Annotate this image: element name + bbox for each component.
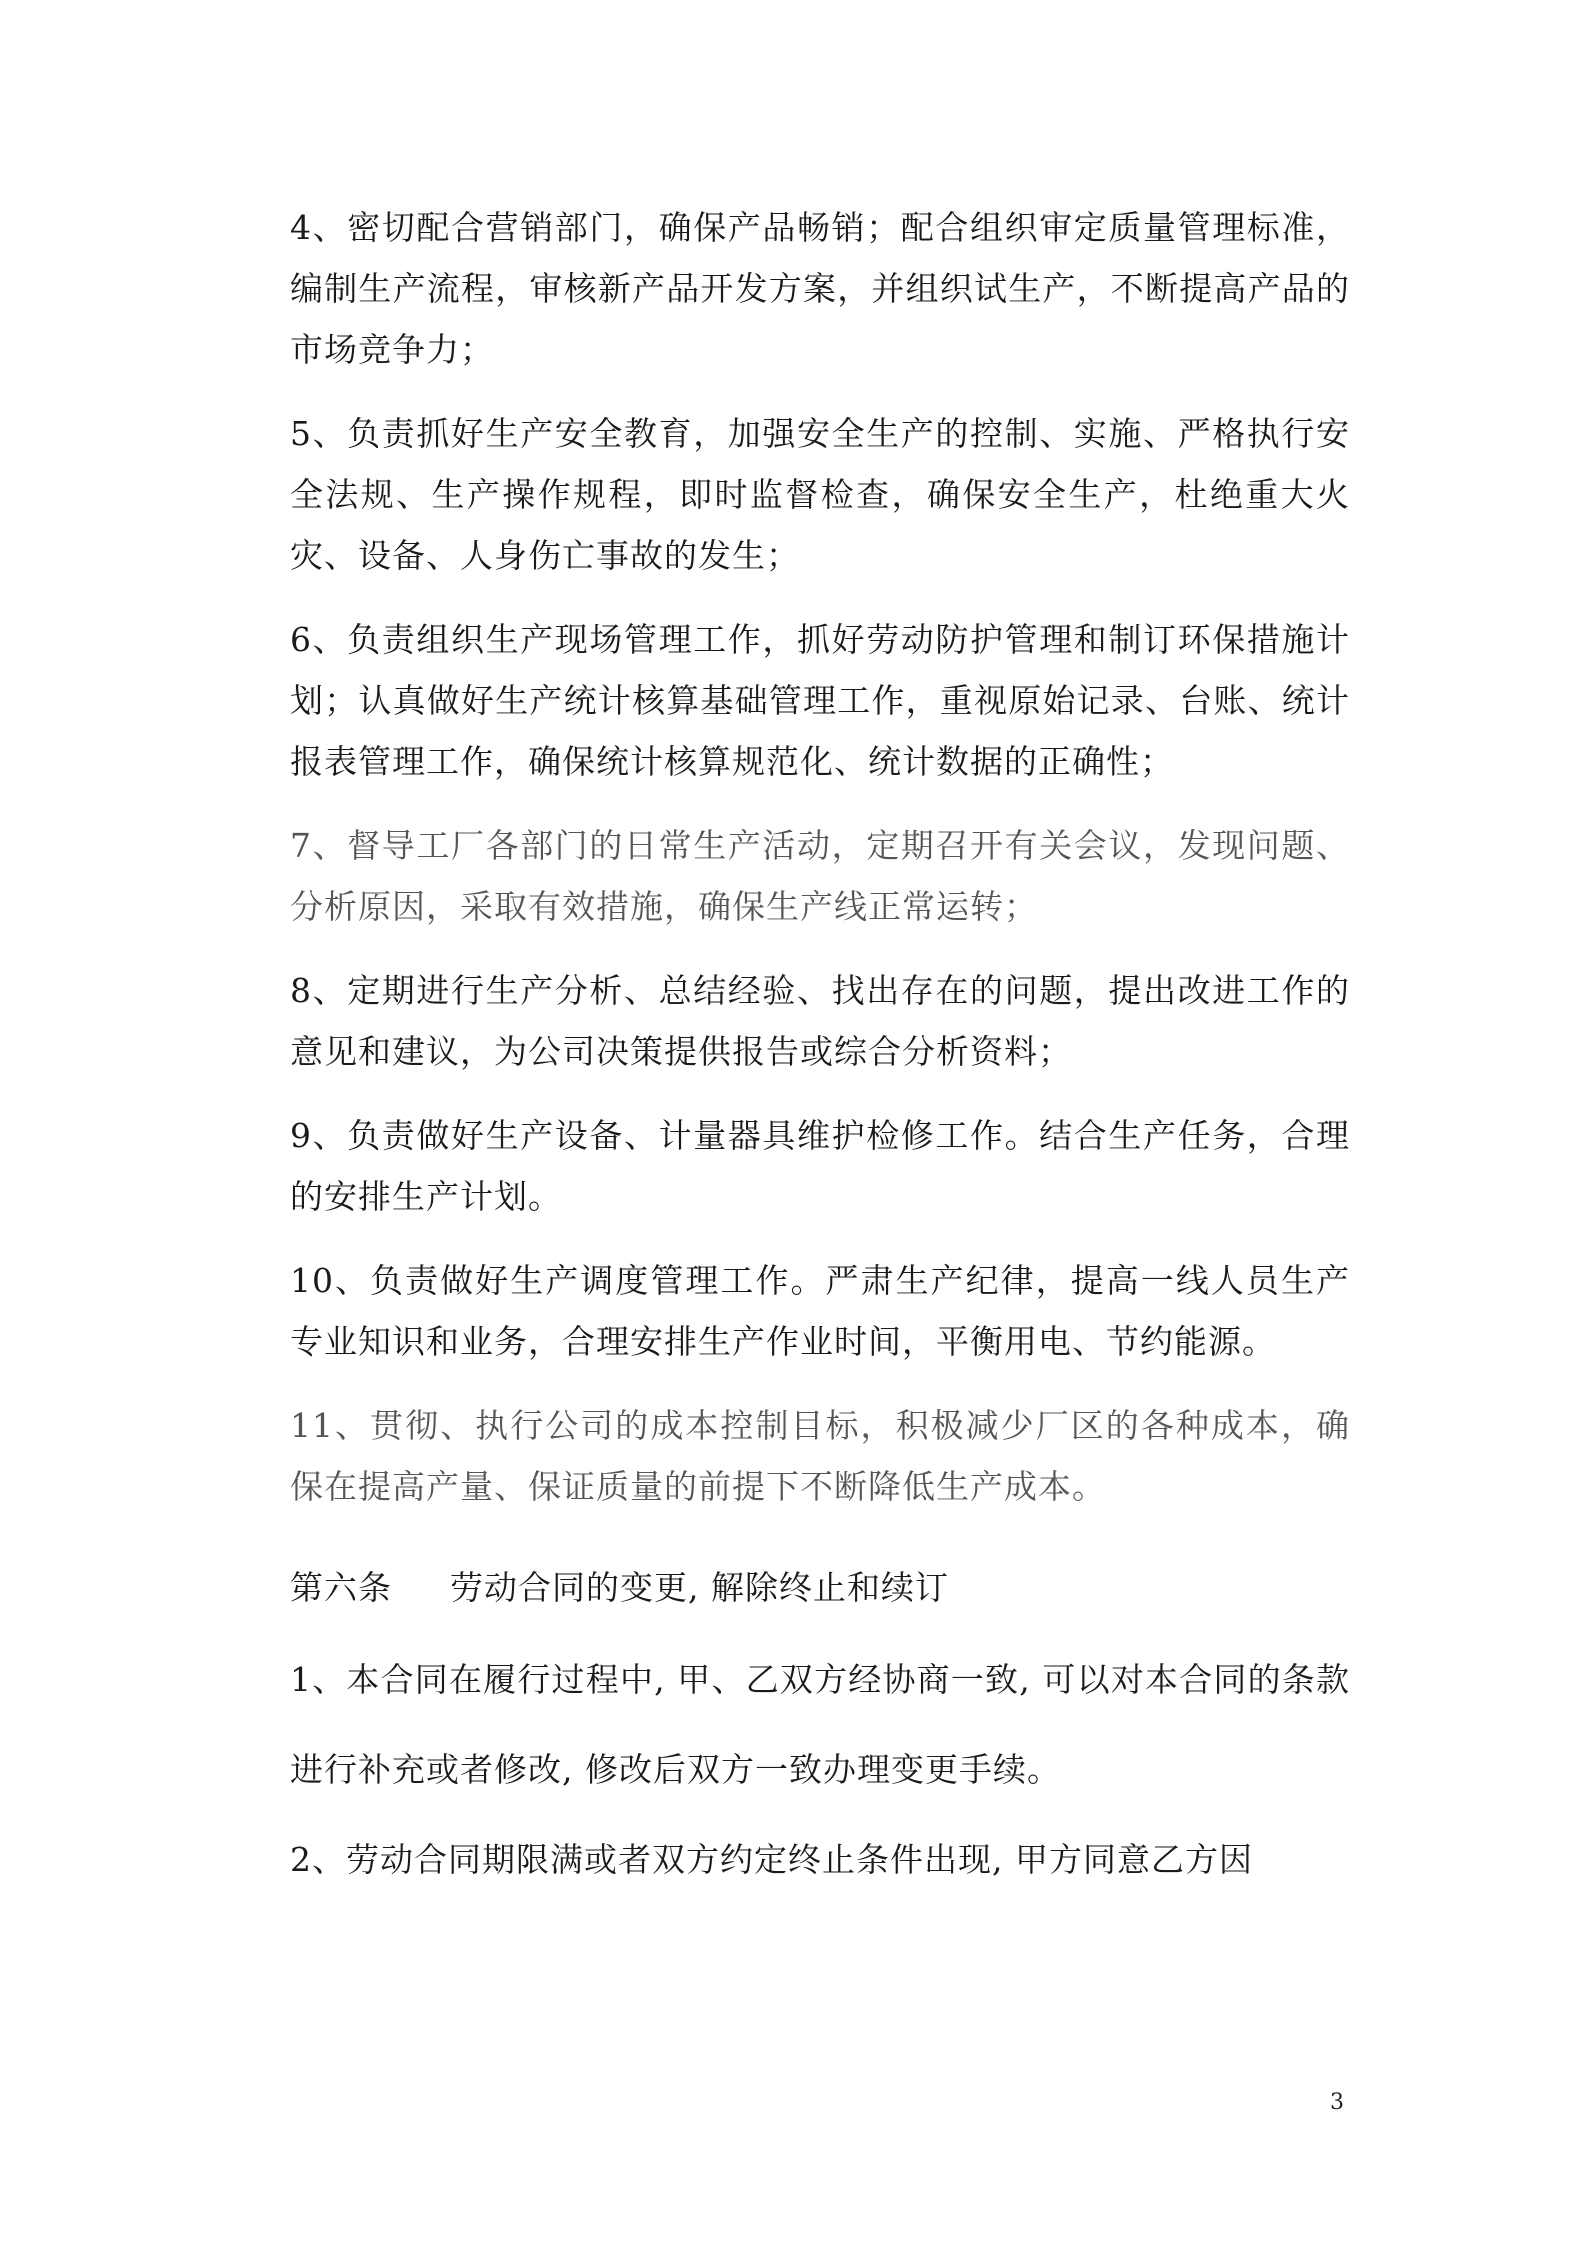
duty-item-10: 10、负责做好生产调度管理工作。严肃生产纪律，提高一线人员生产专业知识和业务，合理安排生产作业时间，平衡用电、节约能源。 [290,1261,1350,1361]
article-number: 第六条 [290,1568,392,1607]
duty-item-8: 8、定期进行生产分析、总结经验、找出存在的问题，提出改进工作的意见和建议，为公司决策提供报告或综合分析资料； [290,971,1350,1071]
article-title: 劳动合同的变更, 解除终止和续订 [450,1568,949,1607]
duty-item-6: 6、负责组织生产现场管理工作，抓好劳动防护管理和制订环保措施计划；认真做好生产统计核算基础管理工作，重视原始记录、台账、统计报表管理工作，确保统计核算规范化、统计数据的正确性； [290,620,1350,781]
duty-item-4: 4、密切配合营销部门，确保产品畅销；配合组织审定质量管理标准，编制生产流程，审核新产品开发方案，并组织试生产，不断提高产品的市场竞争力； [290,208,1350,369]
page-content [290,197,1350,1905]
duty-item-9: 9、负责做好生产设备、计量器具维护检修工作。结合生产任务，合理的安排生产计划。 [290,1116,1350,1216]
duty-item-7: 7、督导工厂各部门的日常生产活动，定期召开有关会议，发现问题、分析原因，采取有效措施，确保生产线正常运转； [290,826,1350,926]
clause-2: 2、劳动合同期限满或者双方约定终止条件出现, 甲方同意乙方因 [290,1840,1253,1879]
duty-item-5: 5、负责抓好生产安全教育，加强安全生产的控制、实施、严格执行安全法规、生产操作规程，即时监督检查，确保安全生产，杜绝重大火灾、设备、人身伤亡事故的发生； [290,414,1350,575]
clause-1: 1、本合同在履行过程中, 甲、乙双方经协商一致, 可以对本合同的条款进行补充或者修改, 修改后双方一致办理变更手续。 [290,1660,1350,1789]
article-heading [290,1557,1350,1618]
duty-item-11: 11、贯彻、执行公司的成本控制目标，积极减少厂区的各种成本，确保在提高产量、保证质量的前提下不断降低生产成本。 [290,1406,1350,1506]
page-number: 3 [1330,2090,1344,2115]
